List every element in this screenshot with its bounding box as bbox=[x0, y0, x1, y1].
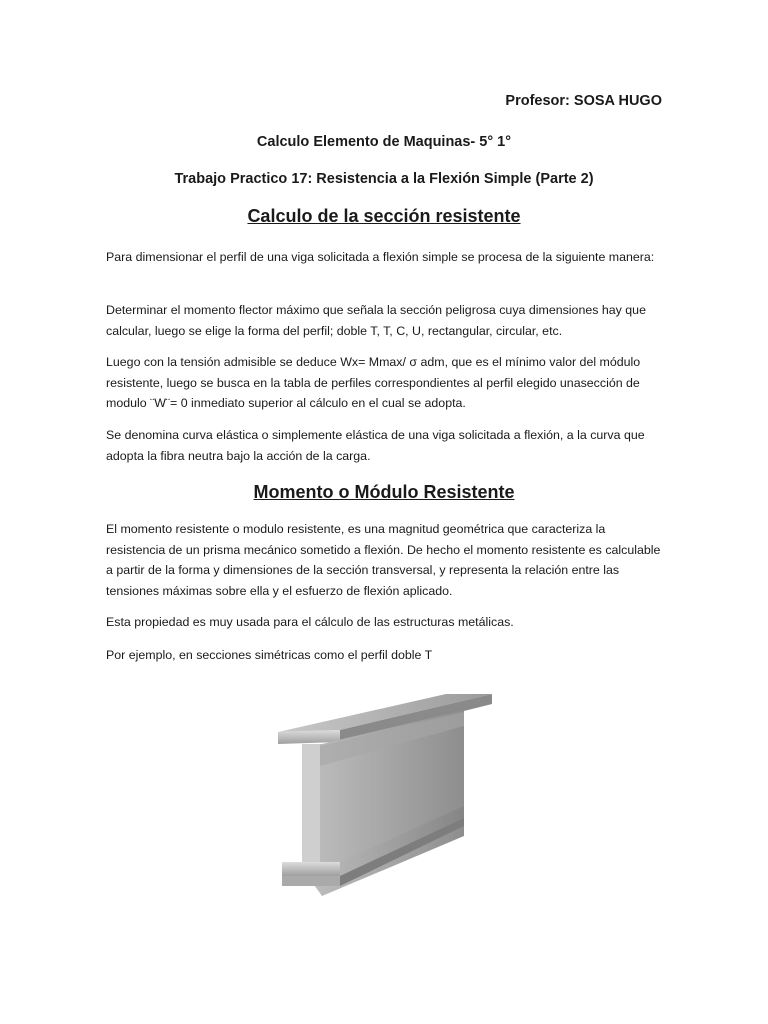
paragraph: El momento resistente o modulo resistente, es una magnitud geométrica que caracteriza la resistencia de un prisma mecánico sometido a flexión. De hecho el momento resistente es calculable a partir de la forma y dimensiones de la sección transversal, y representa la relación entre las tensiones máximas sobre ella y el esfuerzo de flexión aplicado. bbox=[106, 522, 661, 598]
paragraph: Por ejemplo, en secciones simétricas como el perfil doble T bbox=[106, 648, 433, 662]
assignment-title: Trabajo Practico 17: Resistencia a la Flexión Simple (Parte 2) bbox=[174, 171, 594, 187]
professor-name: Profesor: SOSA HUGO bbox=[505, 93, 662, 109]
course-title: Calculo Elemento de Maquinas- 5° 1° bbox=[256, 134, 512, 150]
paragraph: Esta propiedad es muy usada para el cálculo de las estructuras metálicas. bbox=[106, 615, 514, 629]
paragraph: Para dimensionar el perfil de una viga solicitada a flexión simple se procesa de la siguiente manera: bbox=[106, 250, 655, 264]
section-title-modulo-resistente: Momento o Módulo Resistente bbox=[253, 482, 515, 502]
section-title-seccion-resistente: Calculo de la sección resistente bbox=[247, 206, 521, 226]
i-beam-illustration bbox=[268, 686, 508, 912]
paragraph: Luego con la tensión admisible se deduce Wx= Mmax/ σ adm, que es el mínimo valor del módulo resistente, luego se busca en la tabla de perfiles correspondientes al perfil elegido unasección de modulo ¨W¨= 0 inmediato superior al cálculo en el cual se adopta. bbox=[106, 355, 641, 410]
paragraph: Determinar el momento flector máximo que señala la sección peligrosa cuya dimensiones hay que calcular, luego se elige la forma del perfil; doble T, T, C, U, rectangular, circular, etc. bbox=[106, 303, 646, 338]
paragraph: Se denomina curva elástica o simplemente elástica de una viga solicitada a flexión, a la curva que adopta la fibra neutra bajo la acción de la carga. bbox=[106, 428, 645, 463]
